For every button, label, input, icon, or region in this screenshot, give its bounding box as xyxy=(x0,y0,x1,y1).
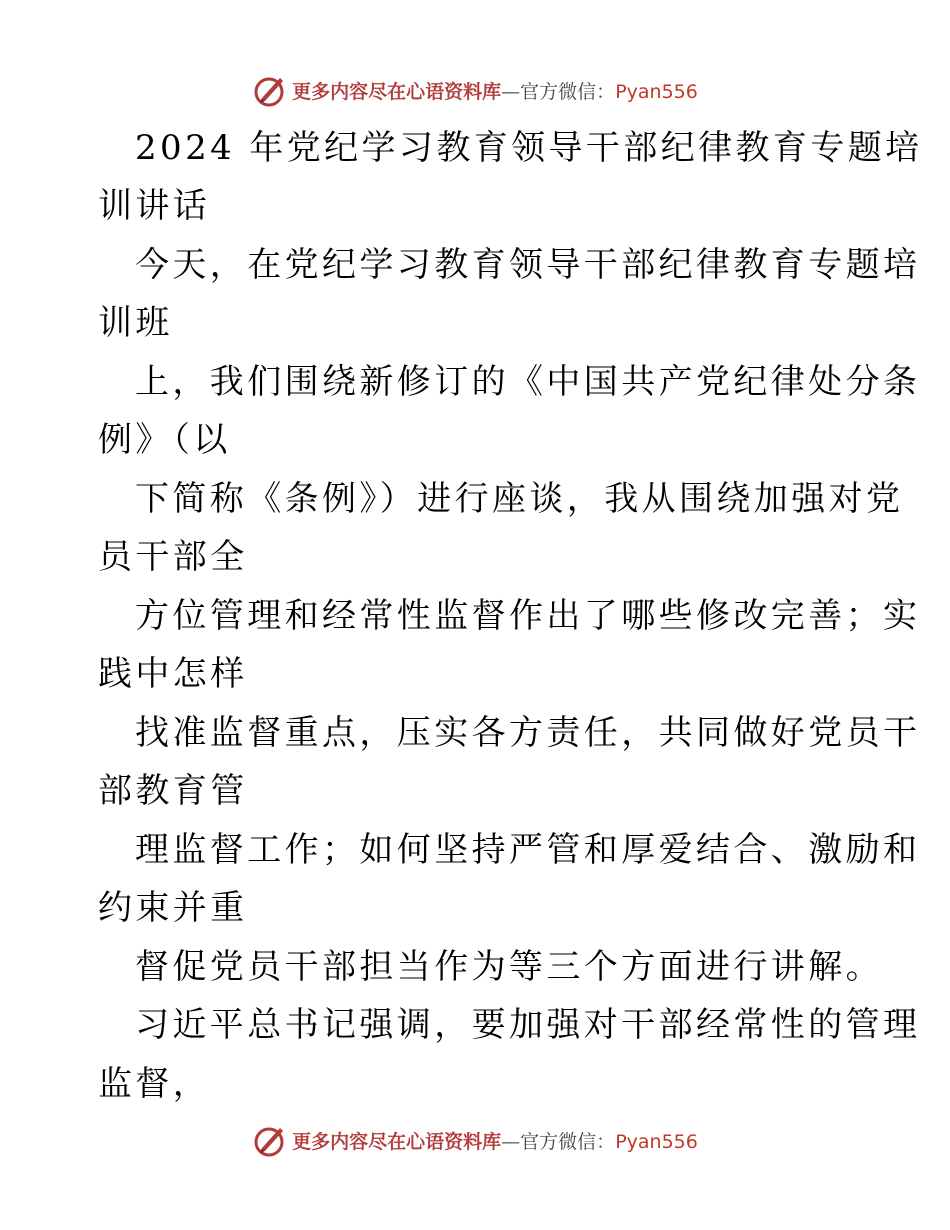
paragraph-line: 理监督工作；如何坚持严管和厚爱结合、激励和 xyxy=(135,830,921,870)
watermark-text xyxy=(292,77,698,104)
paragraph-line: 约束并重 xyxy=(98,888,248,928)
paragraph-line: 下简称《条例》）进行座谈，我从围绕加强对党 xyxy=(135,479,904,519)
paragraph-line: 例》（以 xyxy=(98,420,231,460)
watermark-text xyxy=(292,1127,698,1154)
watermark-brand: 更多内容尽在心语资料库 xyxy=(292,80,502,103)
document-title-line-1: 2024 年党纪学习教育领导干部纪律教育专题培 xyxy=(135,128,923,168)
watermark-wechat-label: 官方微信： xyxy=(520,80,616,103)
watermark-wechat-label: 官方微信： xyxy=(520,1130,616,1153)
paragraph-line: 习近平总书记强调，要加强对干部经常性的管理 xyxy=(135,1005,921,1045)
paragraph-line: 员干部全 xyxy=(98,537,248,577)
paragraph-line: 督促党员干部担当作为等三个方面进行讲解。 xyxy=(135,947,883,987)
paragraph-line: 部教育管 xyxy=(98,771,248,811)
paragraph-line: 训班 xyxy=(98,303,173,343)
watermark-handle: Pyan556 xyxy=(615,1130,698,1153)
paragraph-line: 践中怎样 xyxy=(98,654,248,694)
quill-pen-logo-icon xyxy=(252,1122,288,1158)
document-title-line-2: 训讲话 xyxy=(98,186,211,226)
watermark-separator: — xyxy=(501,80,521,103)
paragraph-line: 今天，在党纪学习教育领导干部纪律教育专题培 xyxy=(135,245,921,285)
watermark-handle: Pyan556 xyxy=(615,80,698,103)
paragraph-line: 方位管理和经常性监督作出了哪些修改完善；实 xyxy=(135,596,921,636)
watermark-separator: — xyxy=(501,1130,521,1153)
footer-watermark xyxy=(0,1120,950,1160)
watermark-brand: 更多内容尽在心语资料库 xyxy=(292,1130,502,1153)
header-watermark xyxy=(0,70,950,110)
quill-pen-logo-icon xyxy=(252,72,288,108)
paragraph-line: 找准监督重点，压实各方责任，共同做好党员干 xyxy=(135,713,921,753)
paragraph-line: 上，我们围绕新修订的《中国共产党纪律处分条 xyxy=(135,362,921,402)
paragraph-line: 监督， xyxy=(98,1064,211,1104)
